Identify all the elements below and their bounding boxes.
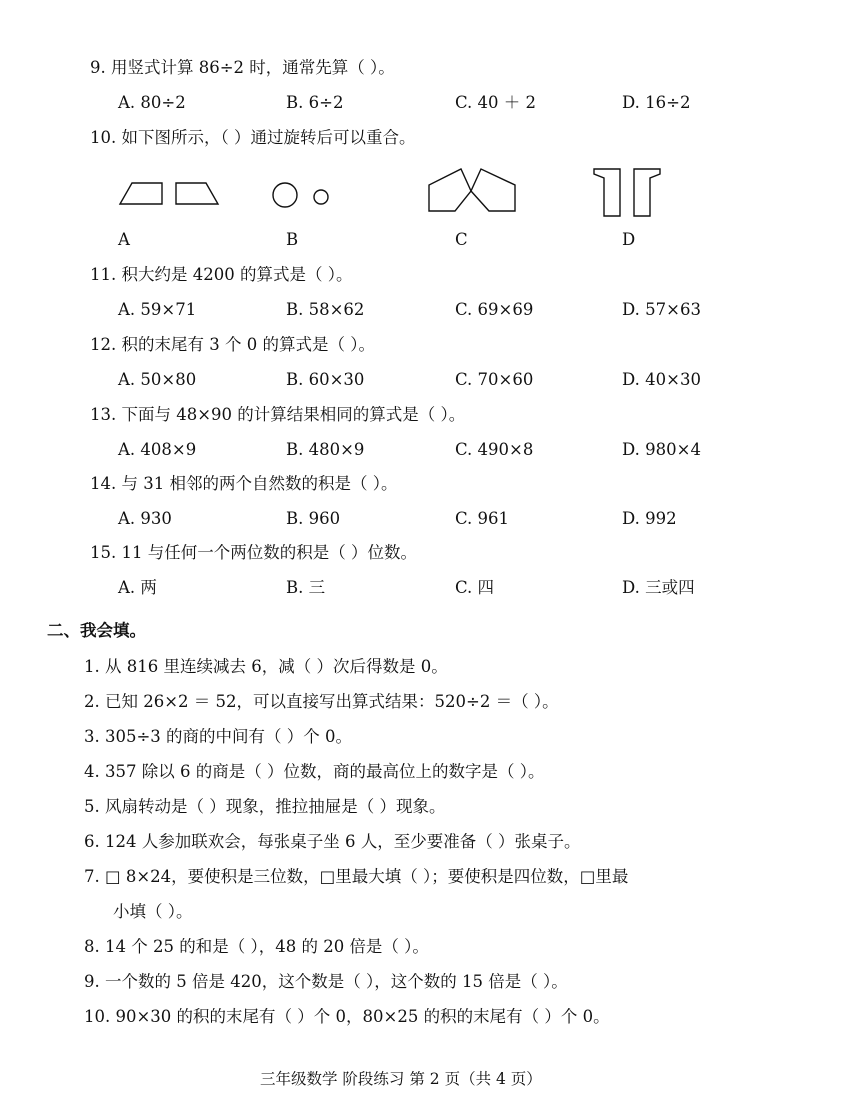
figure-c-pentagons bbox=[425, 165, 525, 217]
q12-option-d: D. 40×30 bbox=[622, 370, 701, 389]
q12-option-c: C. 70×60 bbox=[455, 370, 534, 389]
fill-item-9: 9. 一个数的 5 倍是 420，这个数是（ ），这个数的 15 倍是（ ）。 bbox=[84, 972, 568, 991]
q13-option-d: D. 980×4 bbox=[622, 440, 701, 459]
q15-option-a: A. 两 bbox=[118, 578, 157, 597]
q10-label-c: C bbox=[455, 230, 468, 249]
q9-option-b: B. 6÷2 bbox=[286, 93, 344, 112]
fill-item-5: 5. 风扇转动是（ ）现象，推拉抽屉是（ ）现象。 bbox=[84, 797, 446, 816]
q15-option-c: C. 四 bbox=[455, 578, 495, 597]
fill-item-10: 10. 90×30 的积的末尾有（ ）个 0，80×25 的积的末尾有（ ）个 0。 bbox=[84, 1007, 610, 1026]
fill-item-7: 7. □ 8×24，要使积是三位数，□里最大填（ ）；要使积是四位数，□里最 bbox=[84, 867, 629, 886]
question-13: 13. 下面与 48×90 的计算结果相同的算式是（ ）。 bbox=[90, 405, 466, 424]
q9-option-c: C. 40 ＋ 2 bbox=[455, 93, 537, 112]
fill-item-6: 6. 124 人参加联欢会，每张桌子坐 6 人，至少要准备（ ）张桌子。 bbox=[84, 832, 581, 851]
q9-option-d: D. 16÷2 bbox=[622, 93, 691, 112]
figure-d-hooks bbox=[590, 166, 670, 218]
q10-label-d: D bbox=[622, 230, 636, 249]
q12-option-b: B. 60×30 bbox=[286, 370, 365, 389]
q11-option-d: D. 57×63 bbox=[622, 300, 701, 319]
fill-item-8: 8. 14 个 25 的和是（ ），48 的 20 倍是（ ）。 bbox=[84, 937, 429, 956]
q15-option-d: D. 三或四 bbox=[622, 578, 695, 597]
fill-item-3: 3. 305÷3 的商的中间有（ ）个 0。 bbox=[84, 727, 353, 746]
q10-label-a: A bbox=[118, 230, 130, 249]
fill-item-2: 2. 已知 26×2 ＝ 52，可以直接写出算式结果：520÷2 ＝（ ）。 bbox=[84, 692, 559, 711]
q14-option-c: C. 961 bbox=[455, 509, 510, 528]
q15-option-b: B. 三 bbox=[286, 578, 326, 597]
question-10: 10. 如下图所示，（ ）通过旋转后可以重合。 bbox=[90, 128, 416, 147]
q11-option-b: B. 58×62 bbox=[286, 300, 365, 319]
q10-label-b: B bbox=[286, 230, 299, 249]
figure-b-circles bbox=[270, 180, 340, 212]
fill-item-1: 1. 从 816 里连续减去 6，减（ ）次后得数是 0。 bbox=[84, 657, 448, 676]
q14-option-d: D. 992 bbox=[622, 509, 677, 528]
question-14: 14. 与 31 相邻的两个自然数的积是（ ）。 bbox=[90, 474, 398, 493]
section-2-title: 二、我会填。 bbox=[47, 621, 146, 640]
q11-option-a: A. 59×71 bbox=[118, 300, 197, 319]
question-11: 11. 积大约是 4200 的算式是（ ）。 bbox=[90, 265, 353, 284]
question-12: 12. 积的末尾有 3 个 0 的算式是（ ）。 bbox=[90, 335, 375, 354]
q11-option-c: C. 69×69 bbox=[455, 300, 534, 319]
q13-option-a: A. 408×9 bbox=[118, 440, 197, 459]
q9-option-a: A. 80÷2 bbox=[118, 93, 186, 112]
q12-option-a: A. 50×80 bbox=[118, 370, 197, 389]
question-15: 15. 11 与任何一个两位数的积是（ ）位数。 bbox=[90, 543, 417, 562]
figure-a-trapezoids bbox=[118, 178, 228, 210]
fill-item-7-continued: 小填（ ）。 bbox=[113, 902, 193, 921]
question-9: 9. 用竖式计算 86÷2 时，通常先算（ ）。 bbox=[90, 58, 395, 77]
q13-option-c: C. 490×8 bbox=[455, 440, 534, 459]
q14-option-a: A. 930 bbox=[118, 509, 172, 528]
q14-option-b: B. 960 bbox=[286, 509, 341, 528]
fill-item-4: 4. 357 除以 6 的商是（ ）位数，商的最高位上的数字是（ ）。 bbox=[84, 762, 545, 781]
page-footer: 三年级数学 阶段练习 第 2 页（共 4 页） bbox=[260, 1070, 542, 1088]
q13-option-b: B. 480×9 bbox=[286, 440, 365, 459]
